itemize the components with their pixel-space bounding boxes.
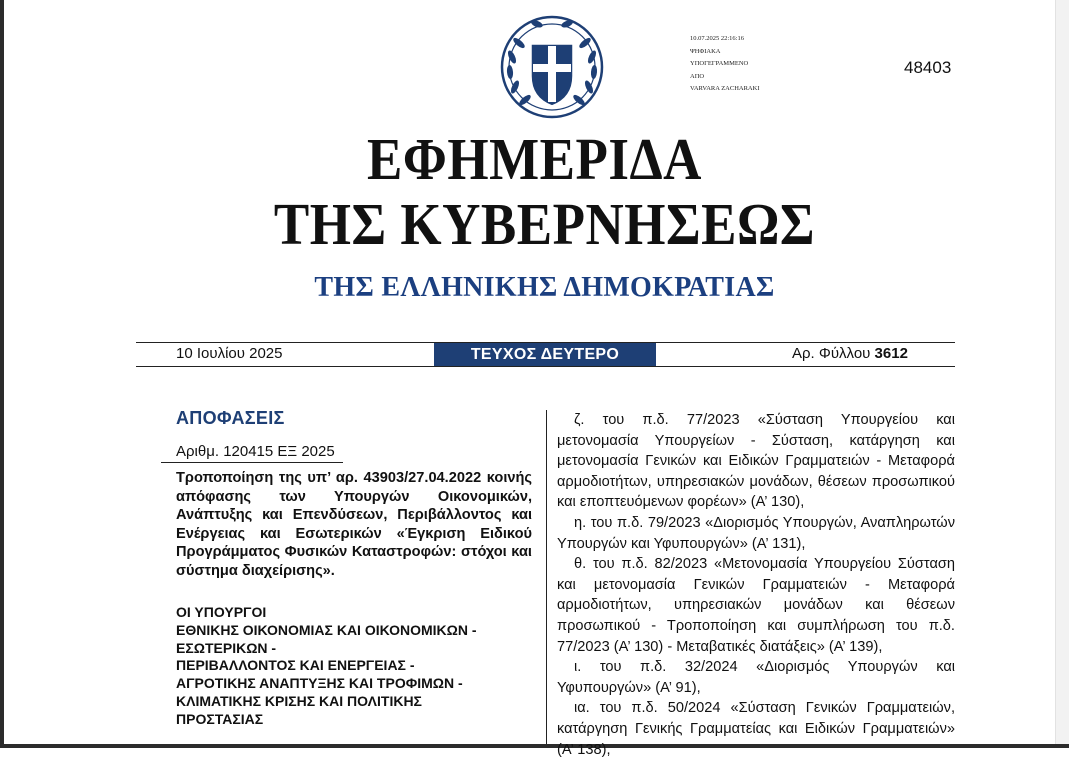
legal-reference-paragraph: ια. του π.δ. 50/2024 «Σύσταση Γενικών Γραμματειών, κατάργηση Γενικής Γραμματείας και Ειδικών Γραμματειών» (Α’ 138),	[557, 700, 955, 758]
ministers-line: ΕΘΝΙΚΗΣ ΟΙΚΟΝΟΜΙΑΣ ΚΑΙ ΟΙΚΟΝΟΜΙΚΩΝ -	[176, 621, 477, 638]
ministers-line: ΚΛΙΜΑΤΙΚΗΣ ΚΡΙΣΗΣ ΚΑΙ ΠΟΛΙΤΙΚΗΣ	[176, 692, 422, 709]
ministers-line: ΕΣΩΤΕΡΙΚΩΝ -	[176, 639, 277, 656]
sheet-number-value: 3612	[874, 345, 908, 362]
section-title: ΑΠΟΦΑΣΕΙΣ	[176, 408, 285, 428]
viewer-left-edge	[0, 0, 4, 748]
signature-line: ΑΠΟ	[690, 72, 705, 80]
column-divider	[546, 410, 547, 744]
info-bar-bottom-rule	[136, 366, 955, 367]
issue-date: 10 Ιουλίου 2025	[176, 345, 283, 362]
right-column-text	[557, 410, 955, 760]
gazette-title-line1: ΕΦΗΜΕΡΙΔΑ	[367, 127, 702, 193]
legal-reference-paragraph: ι. του π.δ. 32/2024 «Διορισμός Υπουργών και Υφυπουργών» (Α’ 91),	[557, 659, 955, 696]
ministers-line: ΑΓΡΟΤΙΚΗΣ ΑΝΑΠΤΥΞΗΣ ΚΑΙ ΤΡΟΦΙΜΩΝ -	[176, 675, 463, 692]
digital-signature-stamp	[690, 33, 760, 96]
sheet-label: Αρ. Φύλλου	[792, 345, 871, 362]
issue-badge: ΤΕΥΧΟΣ ΔΕΥΤΕΡΟ	[434, 343, 656, 366]
greek-coat-of-arms-emblem	[497, 12, 607, 122]
sheet-number	[792, 345, 908, 362]
ministers-line: ΠΡΟΣΤΑΣΙΑΣ	[176, 710, 264, 727]
ministers-line: ΠΕΡΙΒΑΛΛΟΝΤΟΣ ΚΑΙ ΕΝΕΡΓΕΙΑΣ -	[176, 657, 415, 674]
legal-reference-paragraph: θ. του π.δ. 82/2023 «Μετονομασία Υπουργείου Σύσταση και μετονομασία Γενικών Γραμματειών - Μεταφορά αρμοδιοτήτων, υπηρεσιακών μονάδων και θέσεων προσωπικού - Τροποποίηση και συμπλήρωση του π.δ. 77/2023 (Α’ 130) - Μεταβατικές διατάξεις» (Α’ 139),	[557, 556, 955, 655]
signature-line: 10.07.2025 22:16:16	[690, 35, 744, 42]
legal-reference-paragraph: ζ. του π.δ. 77/2023 «Σύσταση Υπουργείου και μετονομασία Υπουργείων - Σύσταση, κατάργηση και μετονομασία Γενικών και Ειδικών Γραμματειών - Μεταφορά αρμοδιοτήτων, υπηρεσιακών μονάδων, θέσεων προσωπικού και εποπτευόμενων φορέων» (Α’ 130),	[557, 412, 955, 511]
signature-line: ΥΠΟΓΕΓΡΑΜΜΕΝΟ	[690, 60, 749, 67]
page-number: 48403	[904, 58, 952, 77]
decision-number: Αριθμ. 120415 ΕΞ 2025	[176, 443, 335, 460]
gazette-title-line2: ΤΗΣ ΚΥΒΕΡΝΗΣΕΩΣ	[273, 192, 816, 258]
signature-line: VARVARA ZACHARAKI	[690, 85, 760, 92]
legal-reference-paragraph: η. του π.δ. 79/2023 «Διορισμός Υπουργών, Αναπληρωτών Υπουργών και Υφυπουργών» (Α’ 131),	[557, 514, 955, 552]
ministers-block	[176, 604, 536, 729]
ministers-line: ΟΙ ΥΠΟΥΡΓΟΙ	[176, 604, 267, 620]
shield-cross-icon	[531, 44, 573, 106]
viewer-scrollbar-track[interactable]	[1055, 0, 1069, 748]
decision-subject: Τροποποίηση της υπ’ αρ. 43903/27.04.2022 κοινής απόφασης των Υπουργών Οικονομικών, Ανάπτυξης και Επενδύσεων, Περιβάλλοντος και Ενέργειας και Εσωτερικών «Έγκριση Ειδικού Προγράμματος Φυσικών Καταστροφών: στόχοι και σύστημα διαχείρισης».	[176, 470, 532, 579]
gazette-subtitle: ΤΗΣ ΕΛΛΗΝΙΚΗΣ ΔΗΜΟΚΡΑΤΙΑΣ	[314, 272, 775, 303]
signature-line: ΨΗΦΙΑΚΑ	[690, 47, 721, 55]
decision-number-underline	[161, 462, 343, 463]
